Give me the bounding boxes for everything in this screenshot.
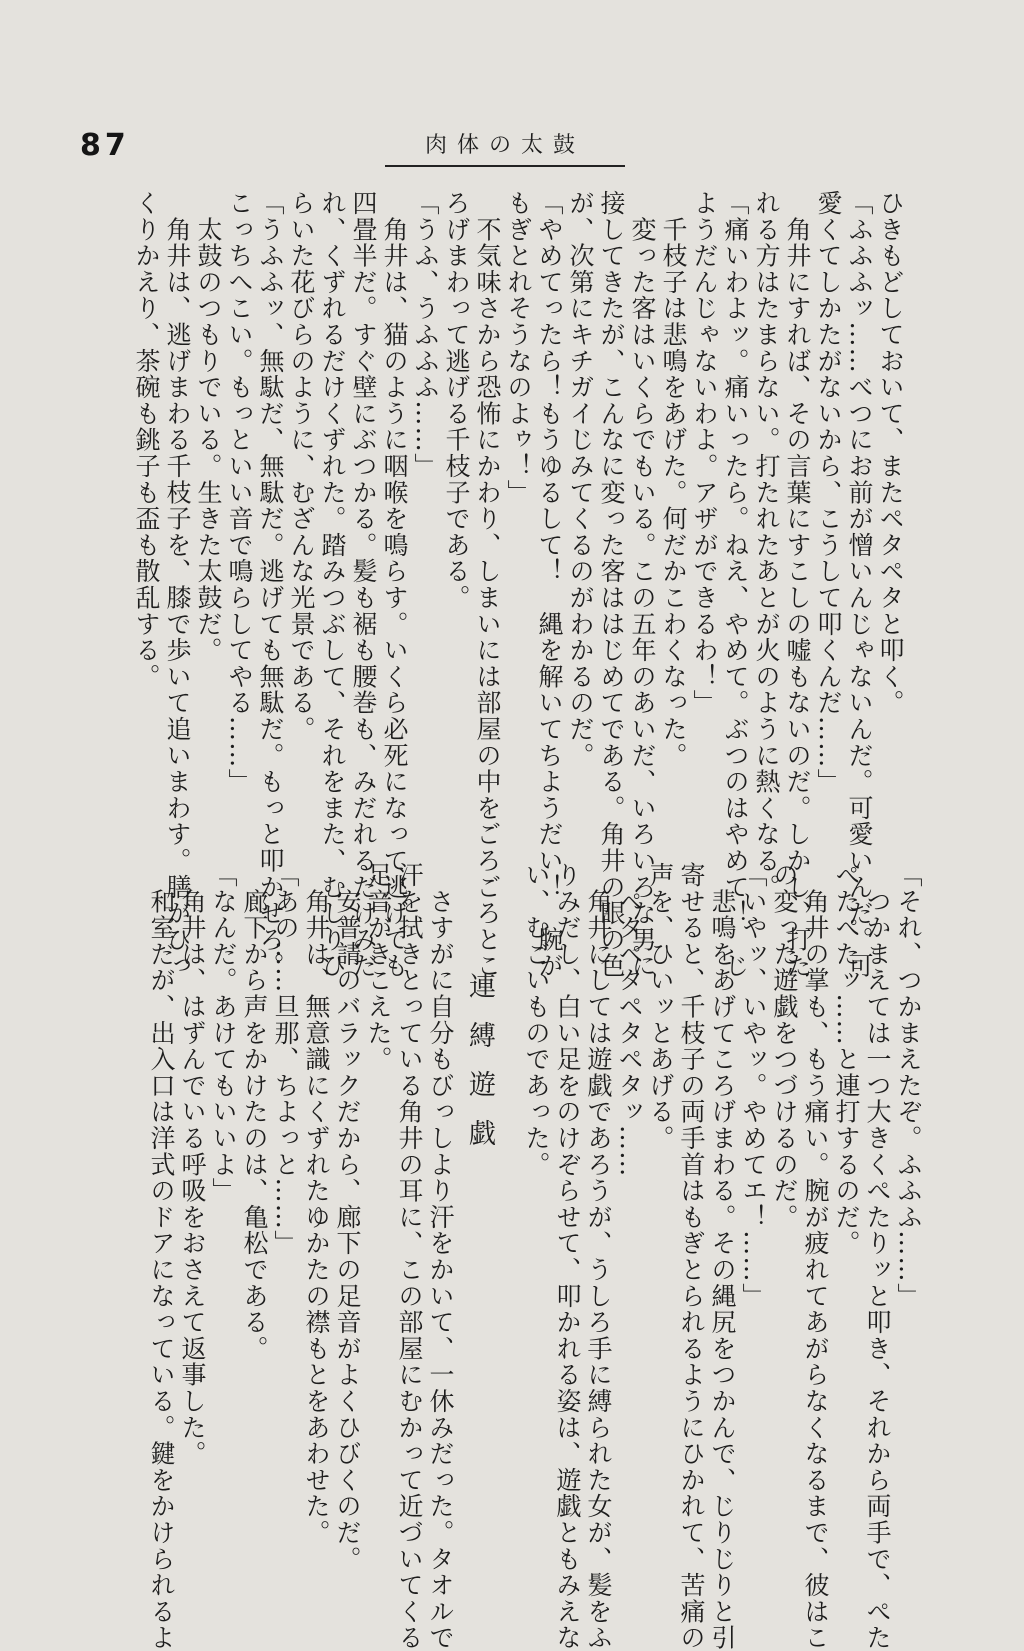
text-line: 変った客はいくらでもいる。この五年のあいだ、いろいろな男に — [628, 190, 657, 979]
text-line: い、むごいものであった。 — [522, 862, 551, 1178]
text-line: 和室だが、出入口は洋式のドアになっている。鍵をかけられるよ — [147, 862, 176, 1651]
text-line: 廊下から声をかけたのは、亀松である。 — [240, 862, 269, 1362]
text-line: つかまえては一つ大きくぺたりッと叩き、それから両手で、ぺた — [863, 862, 892, 1651]
text-line: 汗を拭きとっている角井の耳に、この部屋にむかって近づいてくる — [395, 862, 424, 1651]
text-line: 「なんだ。あけてもいいよ」 — [209, 862, 238, 1204]
text-line: 「痛いわよッ。痛いったら。ねえ、やめて。ぶつのはやめて！ じ — [721, 190, 750, 979]
text-line: 太鼓のつもりでいる。生きた太鼓だ。 — [194, 190, 223, 664]
text-line: ひきもどしておいて、またペタペタと叩く。 — [876, 190, 905, 716]
text-line: 愛くてしかたがないから、こうして叩くんだ……」 — [814, 190, 843, 795]
text-line: 「いやッ、いやッ。やめてエ！……」 — [739, 862, 768, 1310]
text-line: 接してきたが、こんなに変った客ははじめてである。角井の眼の色 — [597, 190, 626, 979]
text-line: 寄せると、千枝子の両手首はもぎとられるようにひかれて、苦痛の — [677, 862, 706, 1651]
text-line: れる方はたまらない。打たれたあとが火のように熱くなる。 — [752, 190, 781, 901]
text-line: ペタペタペタペタッ…… — [615, 862, 644, 1178]
text-line: の変った遊戯をつづけるのだ。 — [770, 862, 799, 1231]
text-line: 角井にしては遊戯であろうが、うしろ手に縛られた女が、髪をふ — [584, 862, 613, 1651]
text-line: 角井は、はずんでいる呼吸をおさえて返事した。 — [178, 862, 207, 1467]
text-line: 角井の掌も、もう痛い。腕が疲れてあがらなくなるまで、彼はこ — [801, 862, 830, 1651]
text-line: ぺたぺたッ……と連打するのだ。 — [832, 862, 861, 1257]
text-line: 四畳半だ。すぐ壁にぶつかる。髪も裾も腰巻も、みだれるだけみだ — [349, 190, 378, 979]
text-line: 声を、ひいッとあげる。 — [646, 862, 675, 1152]
text-line: ろげまわって逃げる千枝子である。 — [442, 190, 471, 611]
running-title: 肉体の太鼓 — [385, 128, 625, 167]
text-line: さすがに自分もびっしより汗をかいて、一休みだった。タオルで — [426, 862, 455, 1651]
text-line: もぎとれそうなのよゥ！」 — [504, 190, 533, 506]
text-line: こっちへこい。もっといい音で鳴らしてやる……」 — [225, 190, 254, 795]
text-line: 角井は、猫のように咽喉を鳴らす。いくら必死になって逃げても — [380, 190, 409, 979]
text-line: りみだし、白い足をのけぞらせて、叩かれる姿は、遊戯ともみえな — [553, 862, 582, 1651]
text-line: 角井にすれば、その言葉にすこしの嘘もないのだ。しかし、打た — [783, 190, 812, 979]
text-line: れ、くずれるだけくずれた。踏みつぶして、それをまた、むしりひ — [318, 190, 347, 979]
text-line: 千枝子は悲鳴をあげた。何だかこわくなった。 — [659, 190, 688, 769]
lower-text-before-heading — [521, 862, 924, 1651]
text-line: 「やめてったら！もうゆるして！ 縄を解いてちようだい！ 腕が — [535, 190, 564, 979]
page-number: 87 — [80, 128, 130, 163]
text-line: 角井は、逃げまわる千枝子を、膝で歩いて追いまわす。膳がひっ — [163, 190, 192, 979]
text-line: 「あの……旦那、ちよっと……」 — [271, 862, 300, 1257]
text-line: 安普請のバラックだから、廊下の足音がよくひびくのだ。 — [333, 862, 362, 1573]
lower-text-block — [146, 862, 924, 1651]
text-line: 「うふ、うふふふ……」 — [411, 190, 440, 480]
text-line: 足音がきこえた。 — [364, 862, 393, 1073]
text-line: 不気味さから恐怖にかわり、しまいには部屋の中をごろごろとこ — [473, 190, 502, 979]
text-line: 角井は、無意識にくずれたゆかたの襟もとをあわせた。 — [302, 862, 331, 1546]
section-heading: 連縛遊戯 — [464, 972, 495, 1168]
lower-text-after-heading — [146, 862, 456, 1651]
text-line: 「それ、つかまえたぞ。ふふふ……」 — [894, 862, 923, 1310]
text-line: らいた花びらのように、むざんな光景である。 — [287, 190, 316, 743]
text-line: が、次第にキチガイじみてくるのがわかるのだ。 — [566, 190, 595, 769]
text-line: 悲鳴をあげてころげまわる。その縄尻をつかんで、じりじりと引 — [708, 862, 737, 1651]
text-line: ようだんじゃないわよ。アザができるわ！」 — [690, 190, 719, 716]
text-line: 「ふふふッ……べつにお前が憎いんじゃないんだ。可愛いんだ。可 — [845, 190, 874, 979]
text-line: くりかえり、茶碗も銚子も盃も散乱する。 — [132, 190, 161, 690]
text-line: 「うふふッ、無駄だ、無駄だ。逃げても無駄だ。もっと叩かせろ。 — [256, 190, 285, 979]
